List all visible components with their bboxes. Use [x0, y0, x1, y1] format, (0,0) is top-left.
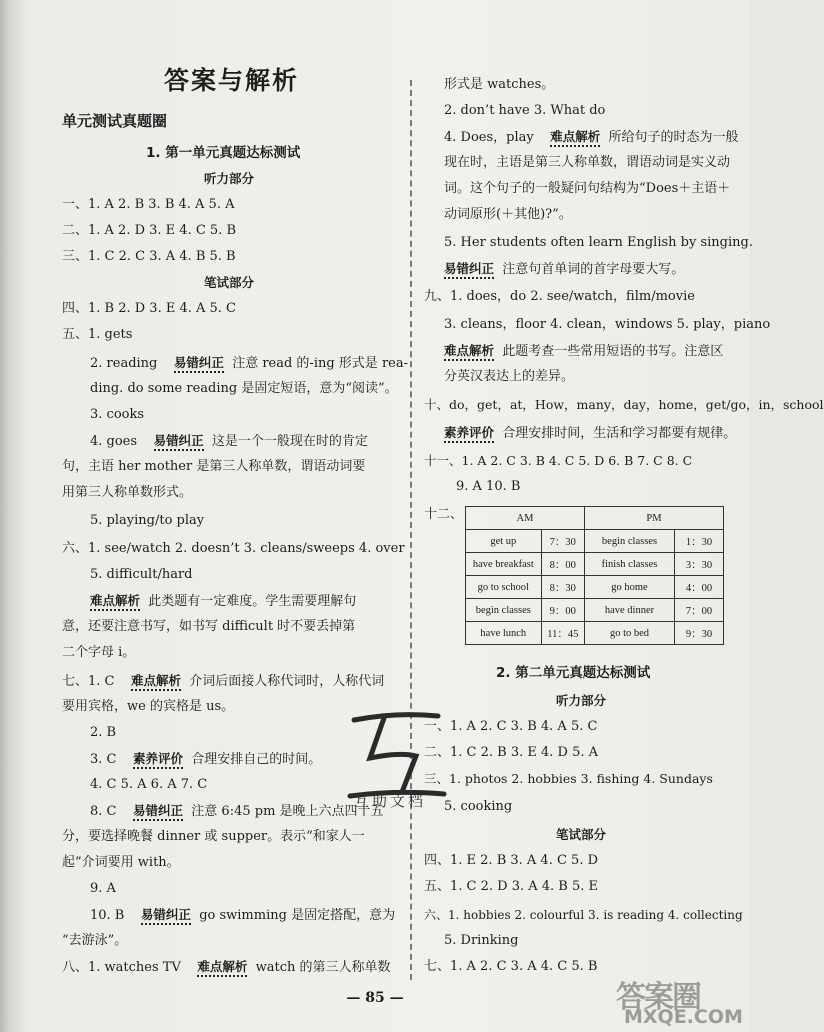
answer-text: 4. Does，play	[444, 130, 534, 145]
explanation-text: go swimming 是固定搭配，意为	[199, 908, 396, 923]
table-cell: go to bed	[585, 622, 675, 645]
answer-line: 十、do，get，at，How，many，day，home，get/go，in，school	[424, 397, 824, 412]
answer-line: 3. cleans，floor 4. clean，windows 5. play，piano	[444, 317, 771, 332]
answer-line	[62, 672, 384, 691]
answer-line: 四、1. B 2. D 3. E 4. A 5. C	[62, 301, 237, 316]
column-divider	[410, 80, 412, 980]
answer-line: 五、1. C 2. D 3. A 4. B 5. E	[424, 879, 599, 894]
answer-line	[444, 128, 739, 147]
explanation-text: 合理安排自己的时间。	[191, 752, 322, 767]
table-cell: finish classes	[585, 553, 675, 576]
table-row	[466, 599, 724, 622]
tag-competency: 素养评价	[444, 425, 494, 443]
answer-line: 2. don’t have 3. What do	[444, 103, 606, 118]
answer-line: 5. Drinking	[444, 933, 519, 948]
explanation-line	[90, 592, 356, 611]
tag-difficulty: 难点解析	[444, 343, 494, 361]
tag-difficulty: 难点解析	[550, 129, 600, 147]
explanation-line: 二个字母 i。	[62, 645, 136, 660]
answer-line: 三、1. photos 2. hobbies 3. fishing 4. Sundays	[424, 771, 713, 786]
answer-line: 9. A	[90, 881, 116, 896]
tag-difficulty: 难点解析	[197, 959, 247, 977]
explanation-line: 动词原形(＋其他)?”。	[444, 207, 572, 222]
tag-error-correction: 易错纠正	[444, 261, 494, 279]
table-cell: 3：30	[674, 553, 723, 576]
explanation-line: 句，主语 her mother 是第三人称单数，谓语动词要	[62, 459, 366, 474]
tag-error-correction: 易错纠正	[154, 433, 204, 451]
table-cell: get up	[466, 530, 542, 553]
answer-line: 四、1. E 2. B 3. A 4. C 5. D	[424, 853, 599, 868]
explanation-line: 形式是 watches。	[444, 77, 555, 92]
answer-line: 一、1. A 2. B 3. B 4. A 5. A	[62, 197, 235, 212]
pm-header: PM	[585, 507, 724, 530]
answer-text: 4. goes	[90, 434, 138, 449]
answer-line: 二、1. C 2. B 3. E 4. D 5. A	[424, 745, 599, 760]
table-row	[466, 576, 724, 599]
answer-text: 8. C	[90, 804, 117, 819]
unit2-listening-heading: 听力部分	[556, 693, 607, 708]
answer-line: 4. C 5. A 6. A 7. C	[90, 777, 208, 792]
table-row	[466, 622, 724, 645]
tag-error-correction: 易错纠正	[174, 355, 224, 373]
explanation-line: “去游泳”。	[62, 933, 128, 948]
table-cell: have lunch	[466, 622, 542, 645]
tag-error-correction: 易错纠正	[133, 803, 183, 821]
table-cell: 9：30	[674, 622, 723, 645]
answer-line	[90, 432, 368, 451]
answer-line: 5. playing/to play	[90, 513, 205, 528]
explanation-line: 分，要选择晚餐 dinner 或 supper。表示“和家人一	[62, 829, 365, 844]
explanation-text: 注意 read 的-ing 形式是 rea-	[232, 356, 408, 371]
am-header: AM	[466, 507, 585, 530]
answer-line: 一、1. A 2. C 3. B 4. A 5. C	[424, 719, 598, 734]
answer-line: 五、1. gets	[62, 327, 133, 342]
answer-text: 八、1. watches TV	[62, 960, 181, 975]
answer-text: 10. B	[90, 908, 125, 923]
table-cell: have breakfast	[466, 553, 542, 576]
unit2-heading: 2. 第二单元真题达标测试	[496, 665, 651, 681]
site-logo-url: MXQE.COM	[624, 1006, 743, 1028]
explanation-text: 介词后面接人称代词时，人称代词	[189, 674, 385, 689]
table-cell: 11：45	[541, 622, 584, 645]
explanation-text: 此类题有一定难度。学生需要理解句	[148, 594, 357, 609]
answer-text: 2. reading	[90, 356, 158, 371]
table-cell: 8：30	[541, 576, 584, 599]
explanation-line	[444, 424, 736, 443]
explanation-text: 所给句子的时态为一般	[608, 130, 739, 145]
answer-line: 九、1. does，do 2. see/watch，film/movie	[424, 289, 695, 304]
table-cell: 9：00	[541, 599, 584, 622]
table-cell: go to school	[466, 576, 542, 599]
table-cell: 1：30	[674, 530, 723, 553]
table-cell: begin classes	[585, 530, 675, 553]
tag-difficulty: 难点解析	[90, 593, 140, 611]
explanation-text: 合理安排时间，生活和学习都要有规律。	[502, 426, 737, 441]
explanation-line: 用第三人称单数形式。	[62, 485, 193, 500]
table-cell: 8：00	[541, 553, 584, 576]
explanation-line	[444, 260, 684, 279]
answer-line: 5. cooking	[444, 799, 513, 814]
explanation-line: 现在时，主语是第三人称单数，谓语动词是实义动	[444, 155, 731, 170]
answer-line	[62, 958, 391, 977]
answer-line: 六、1. hobbies 2. colourful 3. is reading 4. collecting	[424, 908, 743, 922]
explanation-text: 这是一个一般现在时的肯定	[211, 434, 368, 449]
explanation-text: 注意句首单词的首字母要大写。	[502, 262, 685, 277]
table-row	[466, 530, 724, 553]
table-cell: begin classes	[466, 599, 542, 622]
answer-line: 十一、1. A 2. C 3. B 4. C 5. D 6. B 7. C 8. C	[424, 453, 693, 468]
table-cell: 7：00	[674, 599, 723, 622]
answer-line: 9. A 10. B	[456, 479, 521, 494]
section-header: 单元测试真题圈	[62, 112, 168, 130]
answer-line	[90, 906, 395, 925]
answer-line: 5. Her students often learn English by singing.	[444, 235, 753, 250]
watermark-text: 互助文档	[354, 792, 427, 810]
answer-line	[90, 354, 408, 373]
unit1-writing-heading: 笔试部分	[204, 275, 255, 290]
answer-text: 七、1. C	[62, 674, 115, 689]
table-cell: have dinner	[585, 599, 675, 622]
tag-error-correction: 易错纠正	[141, 907, 191, 925]
explanation-line: 分英汉表达上的差异。	[444, 369, 575, 384]
schedule-table	[465, 506, 724, 645]
answer-line: 七、1. A 2. C 3. A 4. C 5. B	[424, 959, 598, 974]
answer-line: 3. cooks	[90, 407, 145, 422]
answer-line: 三、1. C 2. C 3. A 4. B 5. B	[62, 249, 236, 264]
explanation-line	[444, 342, 723, 361]
explanation-text: 注意 6:45 pm 是晚上六点四十五	[191, 804, 384, 819]
site-logo: 答案圈	[616, 980, 700, 1015]
table-cell: 7：30	[541, 530, 584, 553]
answer-line	[90, 750, 321, 769]
page-number: — 85 —	[346, 990, 404, 1006]
table-cell: 4：00	[674, 576, 723, 599]
explanation-text: watch 的第三人称单数	[255, 960, 391, 975]
answer-text: 3. C	[90, 752, 117, 767]
explanation-line: 词。这个句子的一般疑问句结构为“Does＋主语＋	[444, 181, 731, 196]
explanation-line: 意，还要注意书写，如书写 difficult 时不要丢掉第	[62, 619, 356, 634]
unit1-listening-heading: 听力部分	[204, 171, 255, 186]
tag-difficulty: 难点解析	[131, 673, 181, 691]
unit2-writing-heading: 笔试部分	[556, 827, 607, 842]
answer-line: 二、1. A 2. D 3. E 4. C 5. B	[62, 223, 237, 238]
answer-line: 5. difficult/hard	[90, 567, 193, 582]
unit1-heading: 1. 第一单元真题达标测试	[146, 145, 301, 161]
answer-line: 十二、	[424, 507, 464, 522]
tag-competency: 素养评价	[133, 751, 183, 769]
table-row	[466, 553, 724, 576]
explanation-line: ding. do some reading 是固定短语，意为“阅读”。	[90, 381, 398, 396]
answer-line: 2. B	[90, 725, 117, 740]
explanation-line: 要用宾格，we 的宾格是 us。	[62, 699, 235, 714]
answer-line: 六、1. see/watch 2. doesn’t 3. cleans/sweeps 4. over	[62, 541, 405, 556]
page-title: 答案与解析	[164, 66, 300, 95]
table-cell: go home	[585, 576, 675, 599]
table-header-row	[466, 507, 724, 530]
explanation-text: 此题考查一些常用短语的书写。注意区	[502, 344, 724, 359]
explanation-line: 起”介词要用 with。	[62, 855, 180, 870]
